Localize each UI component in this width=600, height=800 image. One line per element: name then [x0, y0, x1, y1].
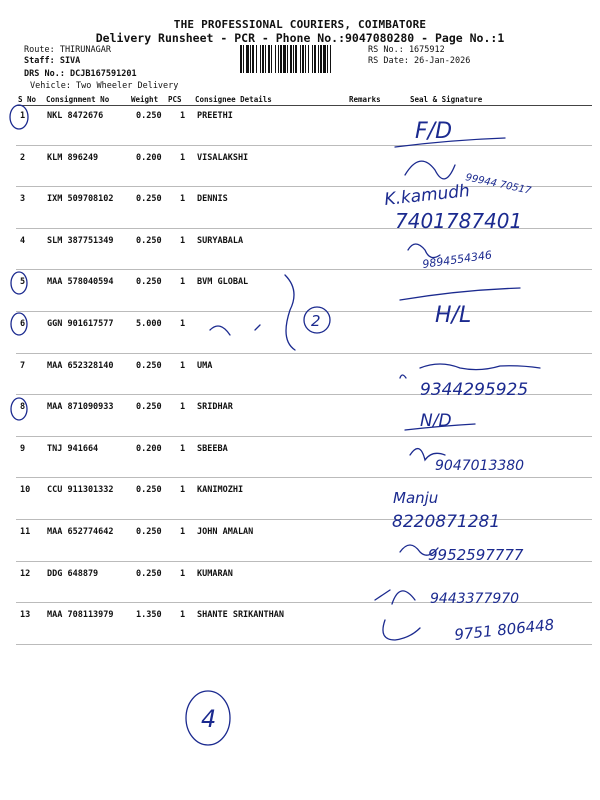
barcode-bar	[268, 45, 270, 73]
row-consignee: PREETHI	[197, 111, 233, 121]
barcode-bar	[280, 45, 282, 73]
column-signature: Seal & Signature	[410, 95, 483, 104]
row-sno: 8	[20, 402, 26, 413]
row-consignment: NKL 8472676	[47, 111, 104, 121]
row-consignment: MAA 652774642	[47, 527, 114, 537]
row-weight: 0.250	[136, 402, 162, 413]
row-consignee: JOHN AMALAN	[197, 527, 254, 537]
row-pcs: 1	[180, 485, 186, 496]
column-consignee: Consignee Details	[195, 95, 272, 104]
barcode-bar	[275, 45, 276, 73]
column-pcs: PCS	[168, 95, 182, 104]
barcode-bar	[318, 45, 319, 73]
row-consignment: CCU 911301332	[47, 485, 114, 496]
row-pcs: 1	[180, 360, 186, 371]
signature-stroke-row-2	[405, 161, 455, 179]
barcode-bar	[305, 45, 306, 73]
barcode-bar	[308, 45, 309, 73]
hand-row-1: F/D	[415, 119, 453, 144]
row-consignee: SURYABALA	[197, 235, 244, 246]
barcode-bar	[283, 45, 286, 73]
row-divider	[16, 228, 592, 229]
row-sno: 11	[20, 527, 31, 537]
hand-row-9: 9047013380	[435, 458, 525, 474]
row-consignee: SHANTE SRIKANTHAN	[197, 610, 284, 621]
row-weight: 0.250	[136, 527, 162, 537]
hand-row-7: 9344295925	[420, 380, 529, 400]
row-pcs: 1	[180, 277, 186, 288]
row-pcs: 1	[180, 319, 186, 329]
row-consignment: MAA 652328140	[47, 360, 114, 371]
row-pcs: 1	[180, 111, 186, 121]
row-sno: 7	[20, 360, 26, 371]
row-divider	[16, 561, 592, 562]
row-pcs: 1	[180, 402, 186, 413]
row-sno: 12	[20, 568, 31, 579]
hand-row-13: 9751 806448	[453, 615, 556, 644]
row-divider	[16, 186, 592, 187]
row-sno: 10	[20, 485, 31, 496]
row-sno: 2	[20, 152, 26, 163]
hand-row-8: N/D	[420, 411, 452, 431]
row-sno: 6	[20, 319, 26, 329]
row-divider	[16, 269, 592, 270]
row-pcs: 1	[180, 194, 186, 205]
barcode-bar	[287, 45, 288, 73]
underline-row-1	[395, 138, 505, 147]
barcode-bar	[290, 45, 292, 73]
signature-stroke-row-4	[408, 244, 440, 258]
hand-row-3-num: 7401787401	[395, 209, 523, 233]
row-divider	[16, 145, 592, 146]
row-sno: 4	[20, 235, 26, 246]
barcode-bar	[260, 45, 261, 73]
column-sno: S No	[18, 95, 37, 104]
circle-row-1	[10, 105, 28, 129]
hand-row-6: 2	[311, 312, 321, 330]
row-consignment: IXM 509708102	[47, 194, 114, 205]
row-consignment: GGN 901617577	[47, 319, 114, 329]
barcode-bar	[320, 45, 322, 73]
signature-stroke-row-11	[400, 545, 438, 555]
row-divider	[16, 394, 592, 395]
row-divider	[16, 311, 592, 312]
row-weight: 0.250	[136, 360, 162, 371]
row-consignment: MAA 578040594	[47, 277, 114, 288]
page-circle	[186, 691, 230, 745]
row-sno: 13	[20, 610, 31, 621]
row-divider	[16, 477, 592, 478]
rs-date-label: RS Date: 26-Jan-2026	[368, 56, 471, 66]
row-consignment: SLM 387751349	[47, 235, 114, 246]
row-divider	[16, 602, 592, 603]
barcode-bar	[314, 45, 316, 73]
staff-label: Staff: SIVA	[24, 56, 81, 66]
barcode-bar	[271, 45, 272, 73]
barcode-bar	[312, 45, 313, 73]
row-consignment: KLM 896249	[47, 152, 99, 163]
row-weight: 0.200	[136, 443, 162, 454]
row-consignment: TNJ 941664	[47, 443, 99, 454]
underline-row-8	[405, 424, 475, 430]
row-consignee: VISALAKSHI	[197, 152, 249, 163]
row-weight: 0.250	[136, 194, 162, 205]
barcode-bar	[302, 45, 304, 73]
barcode-bar	[240, 45, 242, 73]
row-pcs: 1	[180, 235, 186, 246]
barcode-bar	[250, 45, 251, 73]
barcode-bar	[278, 45, 279, 73]
barcode-bar	[265, 45, 266, 73]
barcode-bar	[300, 45, 301, 73]
row-divider	[16, 519, 592, 520]
hand-row-10-num: 8220871281	[392, 512, 501, 532]
row-sno: 9	[20, 443, 26, 454]
row-pcs: 1	[180, 152, 186, 163]
row-pcs: 1	[180, 568, 186, 579]
row-sno: 5	[20, 277, 26, 288]
drs-label: DRS No.: DCJB167591201	[24, 69, 137, 79]
row-divider	[16, 644, 592, 645]
column-remarks: Remarks	[349, 95, 381, 104]
barcode-bar	[323, 45, 326, 73]
row-pcs: 1	[180, 443, 186, 454]
company-title: THE PROFESSIONAL COURIERS, COIMBATORE	[173, 18, 427, 31]
barcode-bar	[330, 45, 331, 73]
column-consignment: Consignment No	[46, 95, 110, 104]
vehicle-label: Vehicle: Two Wheeler Delivery	[30, 81, 179, 91]
rs-no-label: RS No.: 1675912	[368, 45, 445, 55]
hand-row-10-name: Manju	[393, 489, 439, 507]
row-consignee: UMA	[197, 360, 213, 371]
row-weight: 0.200	[136, 152, 162, 163]
column-weight: Weight	[131, 95, 159, 104]
hand-row-3-name: K.kamudh	[383, 181, 471, 210]
row-consignee: BVM GLOBAL	[197, 277, 249, 288]
hand-row-4: 9894554346	[421, 248, 493, 271]
runsheet-title: Delivery Runsheet - PCR - Phone No.:9047080280 - Page No.:1	[95, 31, 505, 45]
row-consignee: SBEEBA	[197, 443, 228, 454]
barcode-bar	[256, 45, 257, 73]
hand-row-11: 9952597777	[428, 546, 524, 564]
signature-stroke-row-13	[383, 620, 420, 640]
row-consignment: MAA 708113979	[47, 610, 114, 621]
row-consignee: KUMARAN	[197, 568, 233, 579]
row-weight: 0.250	[136, 485, 162, 496]
row-weight: 5.000	[136, 319, 162, 329]
hand-row-5: H/L	[435, 303, 472, 328]
hand-row-2: 99944 70517	[464, 172, 533, 197]
header-rule	[16, 105, 592, 106]
row-weight: 0.250	[136, 277, 162, 288]
row-consignment: MAA 871090933	[47, 402, 114, 413]
row-consignee: KANIMOZHI	[197, 485, 244, 496]
barcode	[240, 45, 362, 73]
row-sno: 3	[20, 194, 26, 205]
scribble-row-7	[400, 364, 540, 378]
row-consignee: DENNIS	[197, 194, 228, 205]
underline-row-5	[400, 288, 520, 300]
barcode-bar	[243, 45, 244, 73]
barcode-bar	[262, 45, 264, 73]
row-consignee: SRIDHAR	[197, 402, 233, 413]
row-divider	[16, 353, 592, 354]
row-pcs: 1	[180, 527, 186, 537]
barcode-bar	[246, 45, 249, 73]
barcode-bar	[293, 45, 294, 73]
hand-row-12: 9443377970	[430, 591, 520, 607]
barcode-bar	[295, 45, 297, 73]
row-weight: 0.250	[136, 235, 162, 246]
row-consignment: DDG 648879	[47, 568, 99, 579]
row-divider	[16, 436, 592, 437]
barcode-bar	[327, 45, 328, 73]
row-weight: 0.250	[136, 568, 162, 579]
barcode-bar	[252, 45, 254, 73]
row-weight: 1.350	[136, 610, 162, 621]
row-pcs: 1	[180, 610, 186, 621]
signature-stroke-row-9	[410, 449, 445, 460]
row-weight: 0.250	[136, 111, 162, 121]
route-label: Route: THIRUNAGAR	[24, 45, 111, 55]
hand-page-mark: 4	[201, 705, 217, 733]
row-sno: 1	[20, 111, 26, 121]
